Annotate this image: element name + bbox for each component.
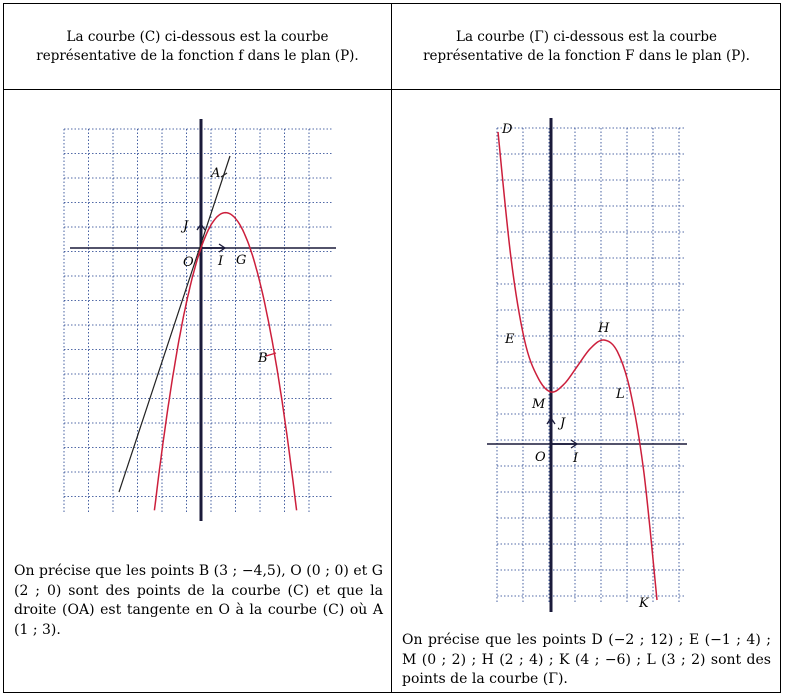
label-o-right: O	[535, 450, 546, 465]
label-l: L	[616, 387, 625, 402]
left-header-line1: La courbe (C) ci-dessous est la courbe	[66, 29, 329, 45]
label-j-right: J	[560, 416, 566, 431]
label-i-right: I	[573, 451, 579, 466]
label-a: A	[211, 166, 221, 181]
label-d: D	[502, 122, 513, 137]
label-g: G	[236, 253, 247, 268]
right-header-line2: représentative de la fonction F dans le plan (P).	[423, 48, 750, 64]
right-note: On précise que les points D (−2 ; 12) ; E (−1 ; 4) ; M (0 ; 2) ; H (2 ; 4) ; K (4 ; −6) ; L (3 ; 2) sont des points de la courbe (Γ).	[402, 632, 771, 687]
label-b: B	[258, 351, 268, 366]
left-graph	[64, 119, 336, 521]
right-graph	[487, 118, 687, 612]
label-i-left: I	[218, 254, 224, 269]
left-header-line2: représentative de la fonction f dans le plan (P).	[36, 48, 359, 64]
left-grid	[64, 129, 333, 512]
right-grid	[497, 128, 685, 603]
curve-c	[154, 213, 296, 511]
label-e: E	[505, 332, 515, 347]
label-j-left: J	[183, 219, 189, 234]
left-note: On précise que les points B (3 ; −4,5), O (0 ; 0) et G (2 ; 0) sont des points de la courbe (C) et que la droite (OA) est tangente en O à la courbe (C) où A (1 ; 3).	[14, 563, 383, 638]
tangent-line-oa	[119, 156, 230, 492]
label-h: H	[598, 321, 610, 336]
label-o-left: O	[183, 255, 194, 270]
label-k: K	[639, 596, 649, 611]
label-m: M	[532, 397, 546, 412]
curve-gamma	[498, 132, 657, 600]
right-header-line1: La courbe (Γ) ci-dessous est la courbe	[456, 29, 717, 45]
